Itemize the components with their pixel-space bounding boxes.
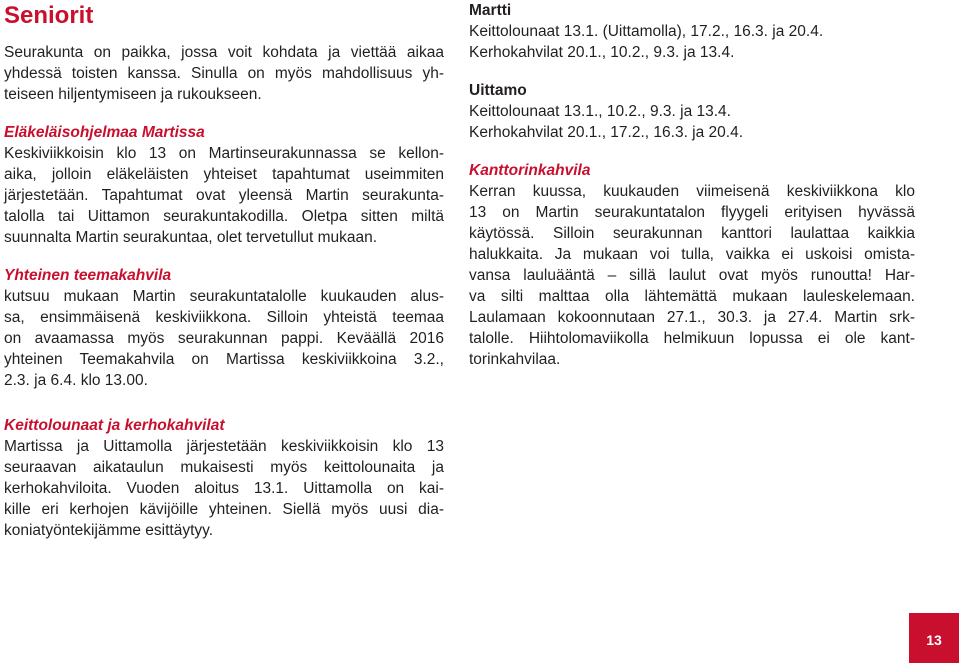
body-line: va silti malttaa olla lähtemättä mukaan lauleskelemaan.: [469, 288, 915, 305]
schedule-line: Kerhokahvilat 20.1., 17.2., 16.3. ja 20.4.: [469, 124, 744, 141]
body-line: Kerran kuussa, kuukauden viimeisenä keskiviikkona klo: [469, 183, 915, 200]
body-line: aika, jolloin eläkeläisten yhteiset tapahtumat useimmiten: [4, 166, 444, 183]
elakelais-heading: Eläkeläisohjelmaa Martissa: [4, 124, 205, 141]
body-line: järjestetään. Tapahtumat ovat yleensä Martin seurakunta-: [4, 187, 444, 204]
intro-line: Seurakunta on paikka, jossa voit kohdata ja viettää aikaa: [4, 44, 444, 61]
body-line: Keskiviikkoisin klo 13 on Martinseurakunnassa se kellon-: [4, 145, 444, 162]
elakelais-section: [4, 105, 444, 248]
body-line: kerhokahviloita. Vuoden aloitus 13.1. Uittamolla on kai-: [4, 480, 444, 497]
body-line: seuraavan aikataulun mukaisesti myös keittolounaita ja: [4, 459, 444, 476]
schedule-line: Keittolounaat 13.1., 10.2., 9.3. ja 13.4.: [469, 103, 731, 120]
left-column: [4, 0, 444, 541]
body-line: suunnalta Martin seurakuntaa, olet tervetullut mukaan.: [4, 229, 378, 246]
body-line: talolle. Hiihtolomaviikolla helmikuun lopussa ei ole kant-: [469, 330, 915, 347]
intro-line: yhdessä toisten kanssa. Sinulla on myös mahdollisuus yh-: [4, 65, 444, 82]
teemakahvila-section: [4, 248, 444, 391]
body-line: on avaamassa myös seurakunnan pappi. Keväällä 2016: [4, 330, 444, 347]
page-title: Seniorit: [4, 2, 94, 29]
page-number: 13: [926, 632, 942, 648]
keittolounaat-section: [4, 391, 444, 541]
body-line: kille eri kerhojen kävijöille yhteinen. Siellä myös uusi dia-: [4, 501, 444, 518]
body-line: kutsuu mukaan Martin seurakuntatalolle kuukauden alus-: [4, 288, 444, 305]
kanttori-heading: Kanttorinkahvila: [469, 162, 591, 179]
body-line: 13 on Martin seurakuntatalon flyygeli erityisen hyvässä: [469, 204, 915, 221]
right-column: [469, 0, 915, 370]
teemakahvila-heading: Yhteinen teemakahvila: [4, 267, 172, 284]
martti-heading: Martti: [469, 2, 512, 19]
body-line: yhteinen Teemakahvila on Martissa keskiviikkoina 3.2.,: [4, 351, 444, 368]
body-line: halukkaita. Ja mukaan voi tulla, vaikka ei uskoisi omista-: [469, 246, 915, 263]
body-line: 2.3. ja 6.4. klo 13.00.: [4, 372, 148, 389]
uittamo-section: [469, 63, 915, 143]
page-number-badge: [909, 613, 959, 663]
schedule-line: Keittolounaat 13.1. (Uittamolla), 17.2., 16.3. ja 20.4.: [469, 23, 824, 40]
intro-line: teiseen hiljentymiseen ja rukoukseen.: [4, 86, 262, 103]
schedule-line: Kerhokahvilat 20.1., 10.2., 9.3. ja 13.4.: [469, 44, 735, 61]
keittolounaat-heading: Keittolounaat ja kerhokahvilat: [4, 417, 225, 434]
body-line: torinkahvilaa.: [469, 351, 561, 368]
body-line: Laulamaan kokoonnutaan 27.1., 30.3. ja 27.4. Martin srk-: [469, 309, 915, 326]
kanttori-section: [469, 143, 915, 370]
body-line: käytössä. Silloin seurakunnan kanttori laulattaa kaikkia: [469, 225, 915, 242]
body-line: talolla tai Uittamon seurakuntakodilla. Oletpa sitten miltä: [4, 208, 444, 225]
body-line: koniatyöntekijämme esittäytyy.: [4, 522, 214, 539]
body-line: sa, ensimmäisenä keskiviikkona. Silloin yhteistä teemaa: [4, 309, 444, 326]
body-line: Martissa ja Uittamolla järjestetään keskiviikkoisin klo 13: [4, 438, 444, 455]
uittamo-heading: Uittamo: [469, 82, 527, 99]
martti-section: [469, 0, 915, 63]
intro-section: [4, 34, 444, 105]
body-line: vansa lauluääntä – sillä laulut ovat myös runoutta! Har-: [469, 267, 915, 284]
